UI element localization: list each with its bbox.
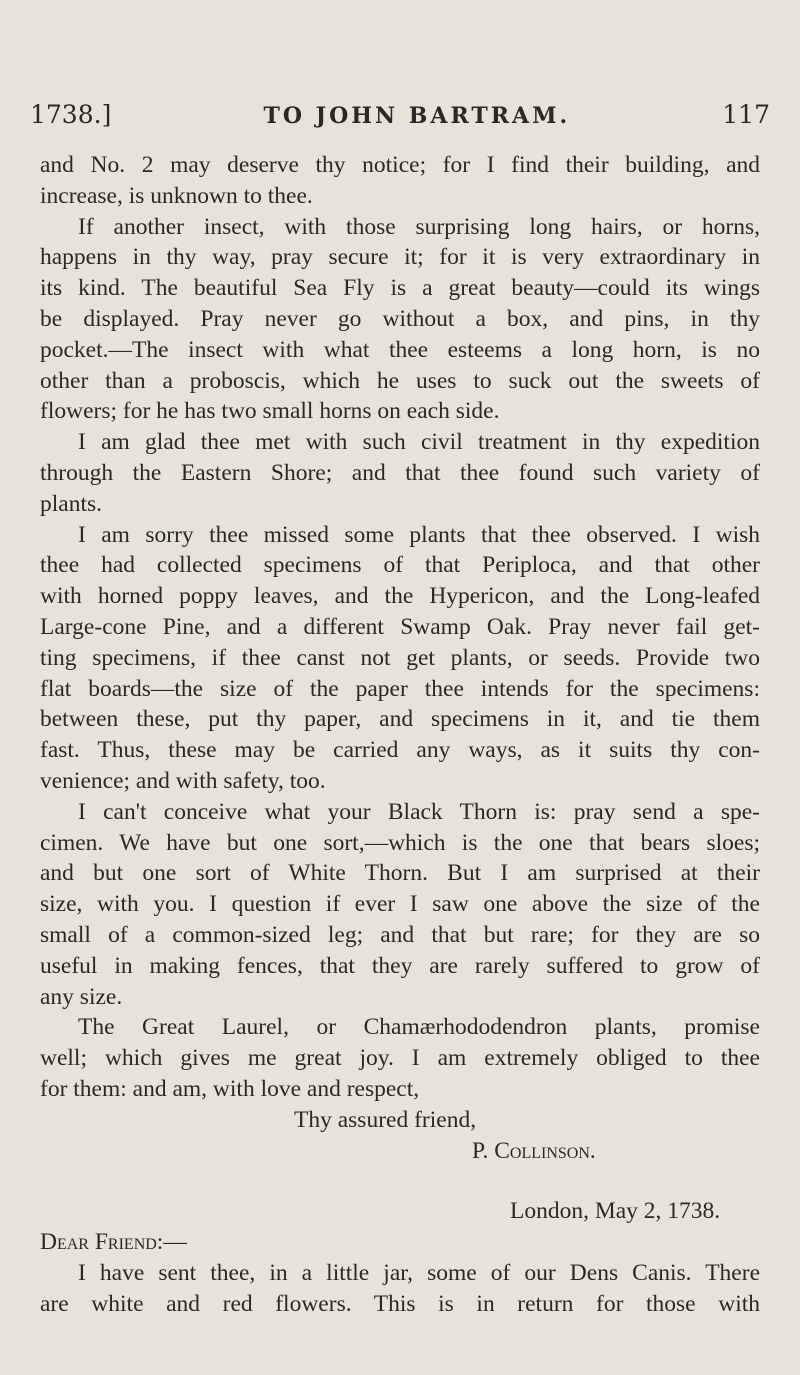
text-line: I have sent thee, in a little jar, some of our Dens Canis. There — [78, 1259, 760, 1286]
text-line: other than a proboscis, which he uses to suck out the sweets of — [40, 367, 760, 394]
text-line: well; which gives me great joy. I am extremely obliged to thee — [40, 1045, 760, 1072]
text-line: increase, is unknown to thee. — [40, 182, 313, 209]
text-line: If another insect, with those surprising long hairs, or horns, — [78, 213, 760, 240]
text-line: venience; and with safety, too. — [40, 767, 326, 794]
running-header — [30, 100, 770, 140]
dateline: London, May 2, 1738. — [510, 1198, 721, 1225]
text-line: fast. Thus, these may be carried any ways, as it suits thy con- — [40, 737, 760, 764]
text-line: cimen. We have but one sort,—which is the one that bears sloes; — [40, 829, 760, 856]
text-line: any size. — [40, 983, 123, 1010]
text-line: useful in making fences, that they are rarely suffered to grow of — [40, 952, 760, 979]
header-year: 1738.] — [30, 100, 112, 129]
text-line: flowers; for he has two small horns on each side. — [40, 398, 500, 425]
closing-line: Thy assured friend, — [294, 1106, 477, 1133]
page-number: 117 — [722, 100, 770, 129]
text-line: between these, put thy paper, and specimens in it, and tie them — [40, 706, 760, 733]
text-line: I am glad thee met with such civil treatment in thy expedition — [78, 429, 760, 456]
text-line: through the Eastern Shore; and that thee found such variety of — [40, 459, 760, 486]
text-line: for them: and am, with love and respect, — [40, 1075, 420, 1102]
signature: P. Collinson. — [472, 1137, 596, 1164]
text-line: size, with you. I question if ever I saw one above the size of the — [40, 891, 760, 918]
letter-body — [40, 150, 760, 1319]
section-gap — [40, 1166, 760, 1196]
text-line: The Great Laurel, or Chamærhododendron plants, promise — [78, 1014, 760, 1041]
text-line: and but one sort of White Thorn. But I am surprised at their — [40, 860, 760, 887]
text-line: I can't conceive what your Black Thorn is: pray send a spe- — [78, 798, 760, 825]
text-line: small of a common-sized leg; and that but rare; for they are so — [40, 921, 760, 948]
text-line: I am sorry thee missed some plants that thee observed. I wish — [78, 521, 760, 548]
text-line: are white and red flowers. This is in return for those with — [40, 1290, 760, 1317]
text-line: flat boards—the size of the paper thee intends for the specimens: — [40, 675, 760, 702]
text-line: and No. 2 may deserve thy notice; for I find their building, and — [40, 152, 760, 178]
salutation: Dear Friend:— — [40, 1229, 187, 1256]
text-line: ting specimens, if thee canst not get plants, or seeds. Provide two — [40, 644, 760, 671]
header-title: TO JOHN BARTRAM. — [263, 103, 571, 129]
text-line: with horned poppy leaves, and the Hypericon, and the Long-leafed — [40, 583, 760, 610]
text-line: pocket.—The insect with what thee esteems a long horn, is no — [40, 336, 760, 363]
text-line: thee had collected specimens of that Periploca, and that other — [40, 552, 760, 579]
text-line: plants. — [40, 490, 103, 517]
text-line: Large-cone Pine, and a different Swamp Oak. Pray never fail get- — [40, 613, 760, 640]
text-line: be displayed. Pray never go without a box, and pins, in thy — [40, 305, 760, 332]
text-line: its kind. The beautiful Sea Fly is a great beauty—could its wings — [40, 275, 760, 302]
text-line: happens in thy way, pray secure it; for it is very extraordinary in — [40, 244, 760, 271]
